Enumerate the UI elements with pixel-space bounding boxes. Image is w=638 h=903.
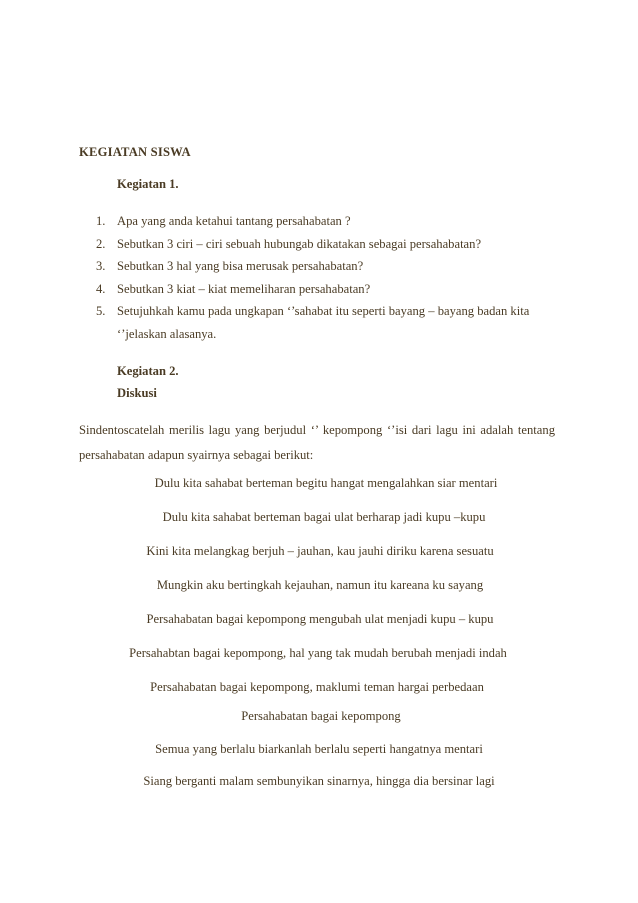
question-item [96,210,566,233]
activity-2-subtitle: Diskusi [117,386,157,400]
question-number: 4. [96,281,106,296]
lyric-line: Kini kita melangkag berjuh – jauhan, kau jauhi diriku karena sesuatu [146,544,494,558]
activity-1-title: Kegiatan 1. [117,177,179,191]
question-number: 3. [96,259,106,274]
question-text: Sebutkan 3 ciri – ciri sebuah hubungab dikatakan sebagai persahabatan? [117,236,482,251]
lyric-line: Persahabatan bagai kepompong mengubah ulat menjadi kupu – kupu [146,612,494,626]
lyric-line: Dulu kita sahabat berteman bagai ulat berharap jadi kupu –kupu [162,510,486,524]
lyric-line: Siang berganti malam sembunyikan sinarnya, hingga dia bersinar lagi [143,774,495,788]
question-text: Apa yang anda ketahui tantang persahabatan ? [117,214,351,228]
activity-2-title: Kegiatan 2. [117,364,179,378]
question-number: 2. [96,236,106,251]
question-text: Sebutkan 3 kiat – kiat memeliharan persahabatan? [117,281,371,296]
lyric-line: Persahabatan bagai kepompong, maklumi teman hargai perbedaan [150,680,484,694]
lyric-line: Persahabatan bagai kepompong [241,709,401,723]
intro-paragraph: Sindentoscatelah merilis lagu yang berjudul ‘’ kepompong ‘’isi dari lagu ini adalah tentang persahabatan adapun syairnya sebagai berikut: [79,423,555,462]
lyric-line: Mungkin aku bertingkah kejauhan, namun itu kareana ku sayang [156,578,484,592]
question-item [96,233,566,256]
lyric-line: Semua yang berlalu biarkanlah berlalu seperti hangatnya mentari [155,742,483,756]
lyric-line: Dulu kita sahabat berteman begitu hangat mengalahkan siar mentari [154,476,498,490]
question-text: Sebutkan 3 hal yang bisa merusak persahabatan? [117,259,364,274]
section-heading: KEGIATAN SISWA [79,145,191,159]
question-item [96,255,566,278]
question-text: Setujuhkah kamu pada ungkapan ‘’sahabat itu seperti bayang – bayang badan kita ‘’jelaskan alasanya. [117,304,530,341]
question-list [96,210,566,346]
question-number: 1. [96,214,106,228]
question-number: 5. [96,304,106,319]
question-item [96,300,566,345]
question-item [96,278,566,301]
lyric-line: Persahabtan bagai kepompong, hal yang tak mudah berubah menjadi indah [129,646,507,660]
